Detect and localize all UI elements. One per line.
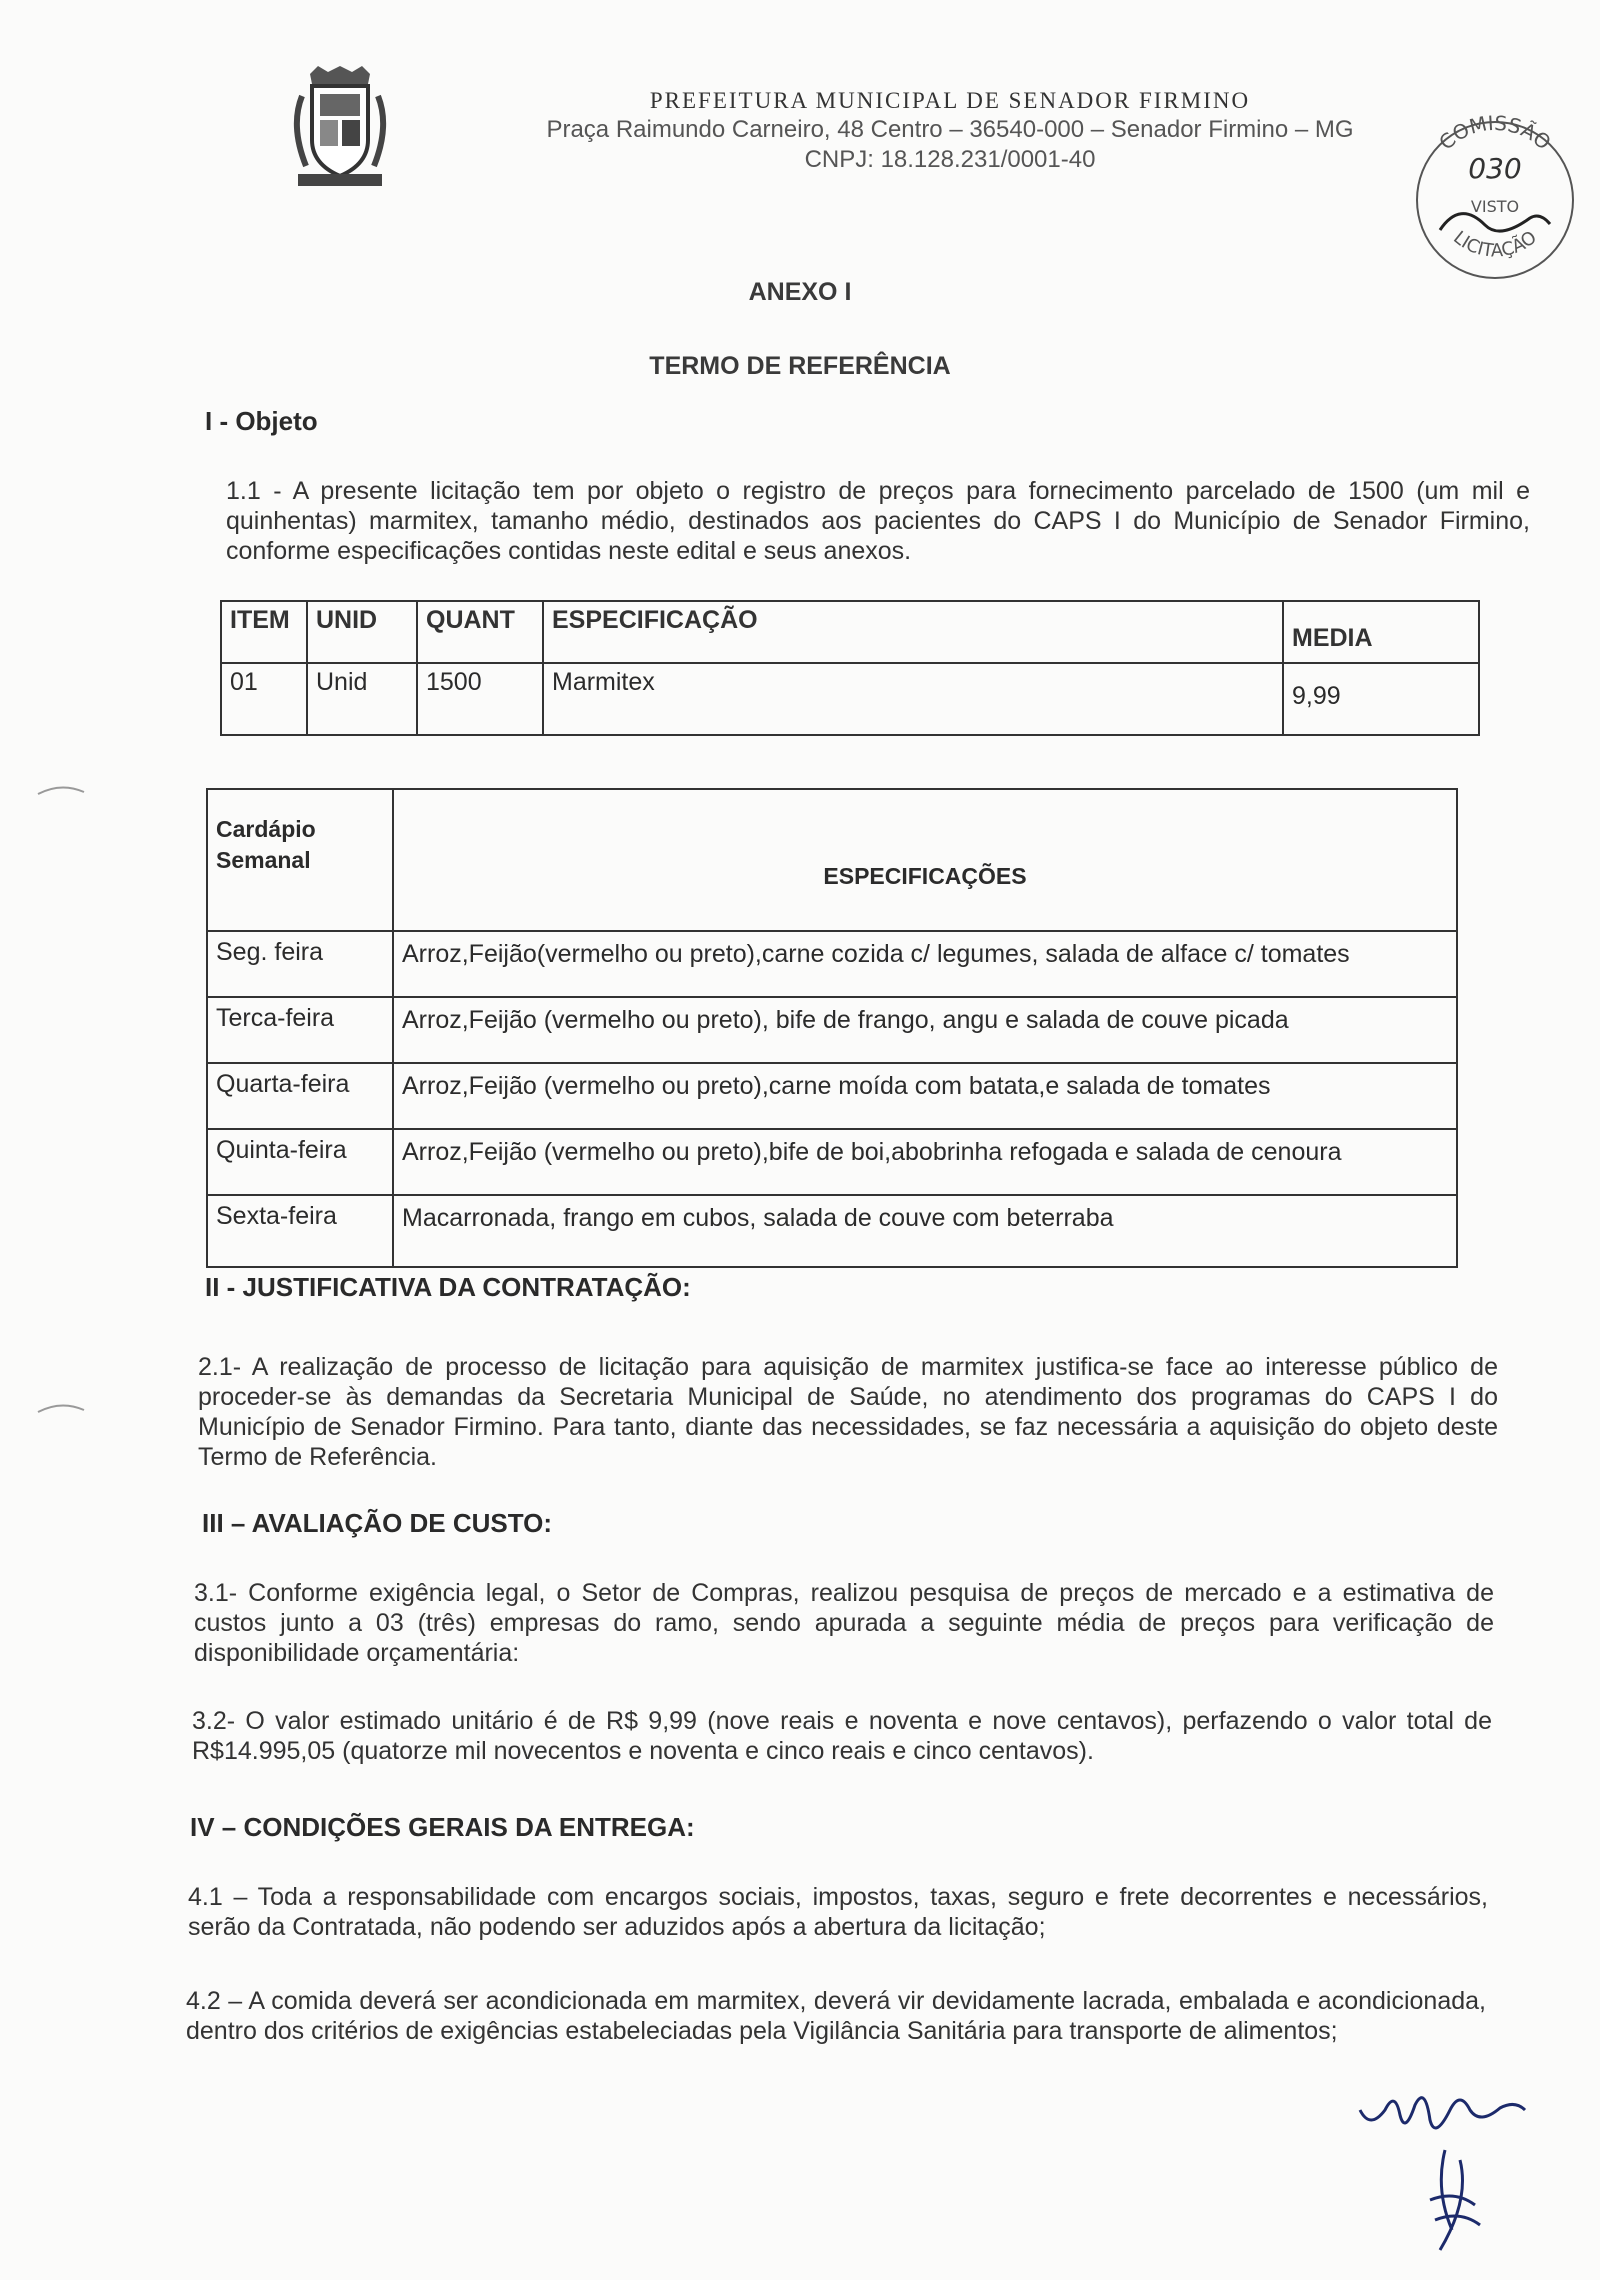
margin-mark-icon [36,782,86,796]
menu-spec: Macarronada, frango em cubos, salada de couve com beterraba [393,1195,1457,1267]
weekly-menu-table [206,788,1458,1268]
menu-spec: Arroz,Feijão (vermelho ou preto),carne moída com batata,e salada de tomates [393,1063,1457,1129]
menu-spec: Arroz,Feijão(vermelho ou preto),carne cozida c/ legumes, salada de alface c/ tomates [393,931,1457,997]
margin-mark-icon [36,1400,86,1414]
section-3-paragraph-1: 3.1- Conforme exigência legal, o Setor de Compras, realizou pesquisa de preços de mercado e a estimativa de custos junto a 03 (três) empresas do ramo, sendo apurada a seguinte média de preços para verificação de disponibilidade orçamentária: [194,1579,1494,1667]
menu-day: Quinta-feira [207,1129,393,1195]
table-row [207,1063,1457,1129]
header-media: MEDIA [1283,601,1479,663]
menu-header-left: Cardápio Semanal [207,789,393,931]
menu-header-right: ESPECIFICAÇÕES [393,789,1457,931]
cell-item: 01 [221,663,307,735]
table-row [207,1195,1457,1267]
cell-quant: 1500 [417,663,543,735]
header-item: ITEM [221,601,307,663]
org-address: Praça Raimundo Carneiro, 48 Centro – 36540-000 – Senador Firmino – MG [546,116,1354,143]
municipal-crest-icon [288,66,392,190]
section-4-paragraph-2: 4.2 – A comida deverá ser acondicionada em marmitex, deverá vir devidamente lacrada, embalada e acondicionada, dentro dos critérios de exigências estabeleciadas pela Vigilância Sanitária para transporte de alimentos; [186,1987,1486,2045]
cell-media: 9,99 [1283,663,1479,735]
header-spec: ESPECIFICAÇÃO [543,601,1283,663]
section-3-title: III – AVALIAÇÃO DE CUSTO: [202,1508,553,1538]
menu-day: Seg. feira [207,931,393,997]
menu-day: Sexta-feira [207,1195,393,1267]
cell-spec: Marmitex [543,663,1283,735]
section-3-paragraph-2: 3.2- O valor estimado unitário é de R$ 9,99 (nove reais e noventa e nove centavos), perfazendo o valor total de R$14.995,05 (quatorze mil novecentos e noventa e cinco reais e cinco centavos). [192,1707,1492,1765]
document-title: TERMO DE REFERÊNCIA [649,352,951,380]
letterhead [470,88,1430,174]
section-2-title: II - JUSTIFICATIVA DA CONTRATAÇÃO: [205,1272,691,1302]
commission-stamp [1390,100,1600,280]
section-1-paragraph: 1.1 - A presente licitação tem por objeto o registro de preços para fornecimento parcelado de 1500 (um mil e quinhentas) marmitex, tamanho médio, destinados aos pacientes do CAPS I do Município de Senador Firmino, conforme especificações contidas neste edital e seus anexos. [226,477,1530,565]
menu-spec: Arroz,Feijão (vermelho ou preto), bife de frango, angu e salada de couve picada [393,997,1457,1063]
menu-day: Terca-feira [207,997,393,1063]
stamp-middle-text: VISTO [1470,197,1520,216]
items-table [220,600,1480,736]
cell-unid: Unid [307,663,417,735]
stamp-signature-icon [1440,214,1550,231]
stamp-top-text: COMISSÃO [1434,110,1556,155]
annex-title: ANEXO I [748,278,852,306]
table-row [221,663,1479,735]
section-4-title: IV – CONDIÇÕES GERAIS DA ENTREGA: [190,1812,695,1842]
menu-spec: Arroz,Feijão (vermelho ou preto),bife de boi,abobrinha refogada e salada de cenoura [393,1129,1457,1195]
header-quant: QUANT [417,601,543,663]
section-4-paragraph-1: 4.1 – Toda a responsabilidade com encargos sociais, impostos, taxas, seguro e frete decorrentes e necessários, serão da Contratada, não podendo ser aduzidos após a abertura da licitação; [188,1883,1488,1941]
menu-header-row [207,789,1457,931]
menu-day: Quarta-feira [207,1063,393,1129]
stamp-bottom-text: LICITAÇÃO [1449,227,1541,262]
org-cnpj: CNPJ: 18.128.231/0001-40 [804,146,1096,173]
section-1-title: I - Objeto [205,406,318,436]
items-header-row [221,601,1479,663]
header-unid: UNID [307,601,417,663]
signature-icon [1340,2080,1540,2280]
table-row [207,931,1457,997]
stamp-number: 030 [1468,152,1522,185]
org-name: PREFEITURA MUNICIPAL DE SENADOR FIRMINO [649,88,1251,113]
table-row [207,997,1457,1063]
table-row [207,1129,1457,1195]
section-2-paragraph: 2.1- A realização de processo de licitação para aquisição de marmitex justifica-se face ao interesse público de proceder-se às demandas da Secretaria Municipal de Saúde, no atendimento dos programas do CAPS I do Município de Senador Firmino. Para tanto, diante das necessidades, se faz necessária a aquisição do objeto deste Termo de Referência. [198,1353,1498,1471]
